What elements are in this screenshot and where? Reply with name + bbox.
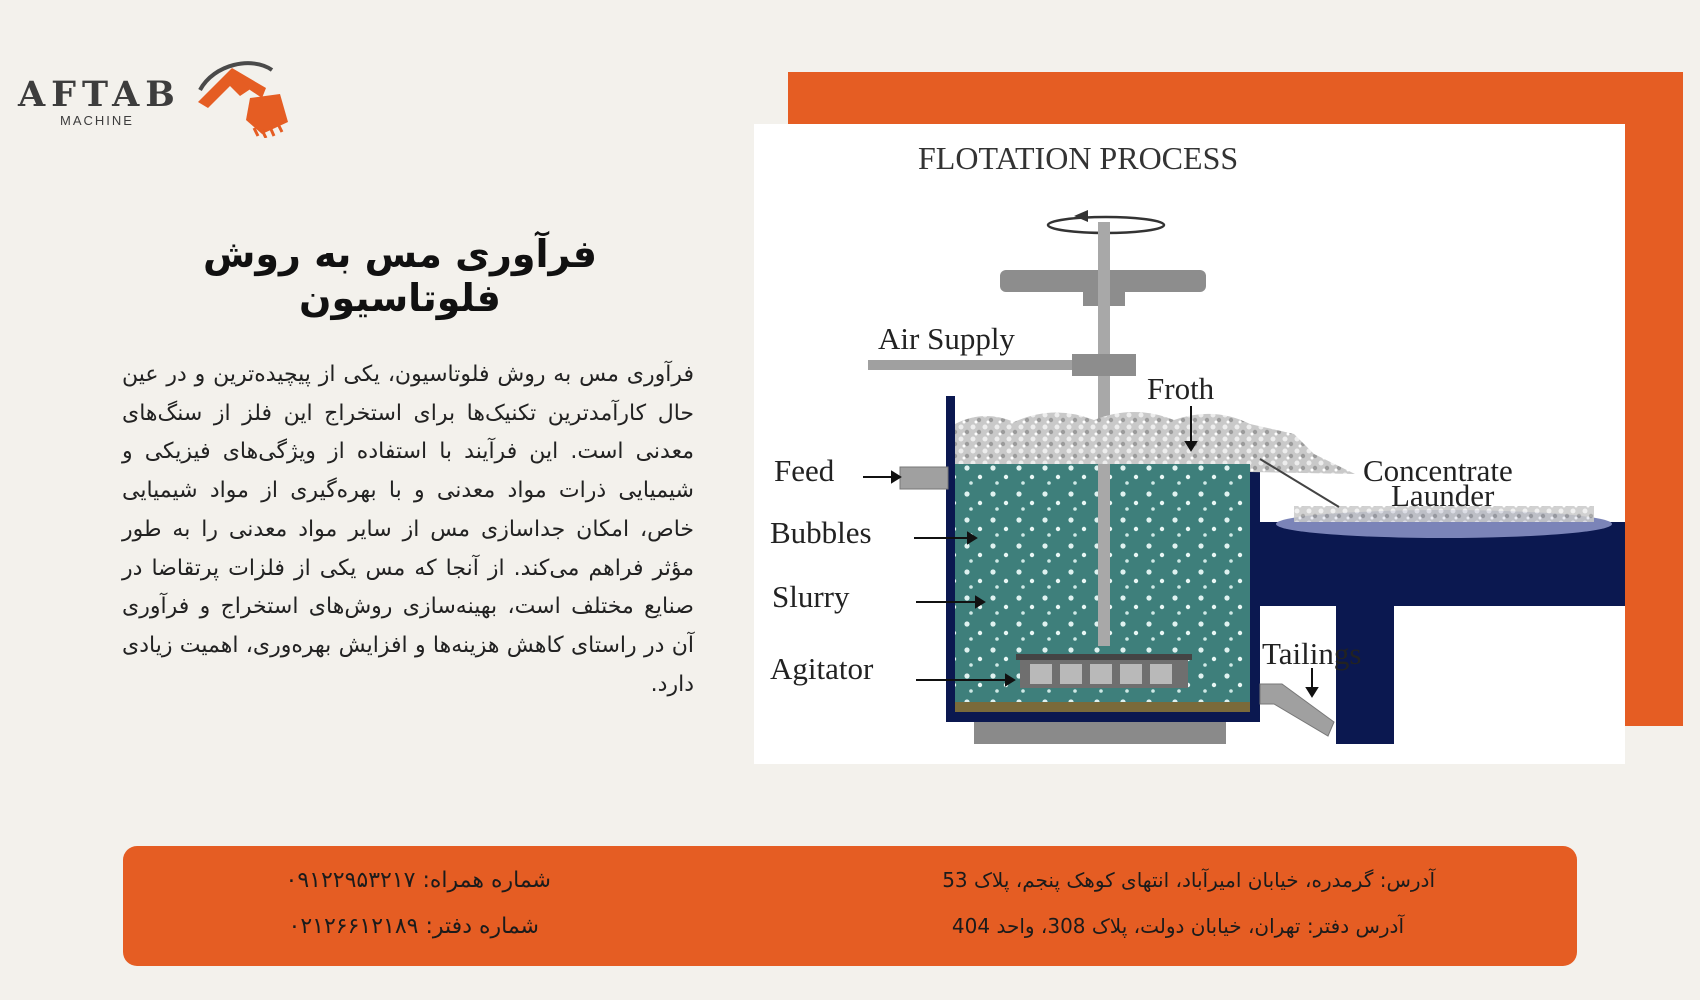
agitator-blade	[1120, 664, 1142, 684]
agitator-blade	[1150, 664, 1172, 684]
diagram-title: FLOTATION PROCESS	[918, 140, 1239, 176]
agitator-blade	[1060, 664, 1082, 684]
label-bubbles: Bubbles	[770, 515, 872, 550]
tank-right-wall	[1250, 464, 1260, 721]
tank-base	[974, 722, 1226, 744]
agitator-blade	[1030, 664, 1052, 684]
label-concentrate: Concentrate	[1363, 453, 1513, 488]
label-agitator: Agitator	[770, 651, 874, 686]
tank-left-wall	[946, 396, 955, 721]
label-slurry: Slurry	[772, 579, 850, 614]
intro-paragraph: فرآوری مس به روش فلوتاسیون، یکی از پیچیده‌ترین و در عین حال کارآمدترین تکنیک‌ها برای استخراج این فلز از سنگ‌های معدنی است. این فرآیند با استفاده از ویژگی‌های فیزیکی و شیمیایی ذرات مواد معدنی و با بهره‌گیری از مواد شیمیایی خاص، امکان جداسازی مس از سایر مواد معدنی را به طور مؤثر فراهم می‌کند. از آنجا که مس یکی از فلزات پرتقاضا در صنایع مختلف است، بهینه‌سازی روش‌های استخراج و فرآوری آن در راستای کاهش هزینه‌ها و افزایش بهره‌وری، اهمیت زیادی دارد.	[122, 362, 694, 697]
flotation-diagram	[754, 124, 1625, 764]
flotation-diagram-svg	[754, 124, 1625, 764]
office-address-text: آدرس دفتر: تهران، خیابان دولت، پلاک 308، واحد 404	[951, 914, 1404, 938]
contact-footer	[123, 846, 1577, 966]
tailings-pipe	[1260, 684, 1334, 736]
page-title: فرآوری مس به روش فلوتاسیون	[202, 232, 598, 320]
agitator-top-plate	[1016, 654, 1192, 660]
air-valve	[1072, 354, 1136, 376]
agitator-blade	[1090, 664, 1112, 684]
label-launder: Launder	[1391, 478, 1495, 513]
address-text: آدرس: گرمدره، خیابان امیرآباد، انتهای کوهک پنجم، پلاک 53	[942, 868, 1435, 892]
brand-subtitle: MACHINE	[60, 113, 134, 128]
office-phone-text[interactable]: شماره دفتر: ۰۲۱۲۶۶۱۲۱۸۹	[288, 914, 539, 939]
brand-logo	[14, 58, 304, 148]
label-air-supply: Air Supply	[878, 321, 1015, 356]
label-feed: Feed	[774, 453, 835, 488]
tank-bottom	[946, 712, 1260, 722]
mobile-phone-text[interactable]: شماره همراه: ۰۹۱۲۲۹۵۳۲۱۷	[285, 868, 551, 893]
feed-pipe	[900, 467, 948, 489]
brand-name: AFTAB	[18, 74, 181, 115]
rotation-arrow-head	[1074, 210, 1088, 222]
sediment	[955, 702, 1250, 712]
excavator-icon	[192, 58, 302, 138]
label-froth: Froth	[1147, 371, 1215, 406]
label-tailings: Tailings	[1262, 636, 1362, 671]
